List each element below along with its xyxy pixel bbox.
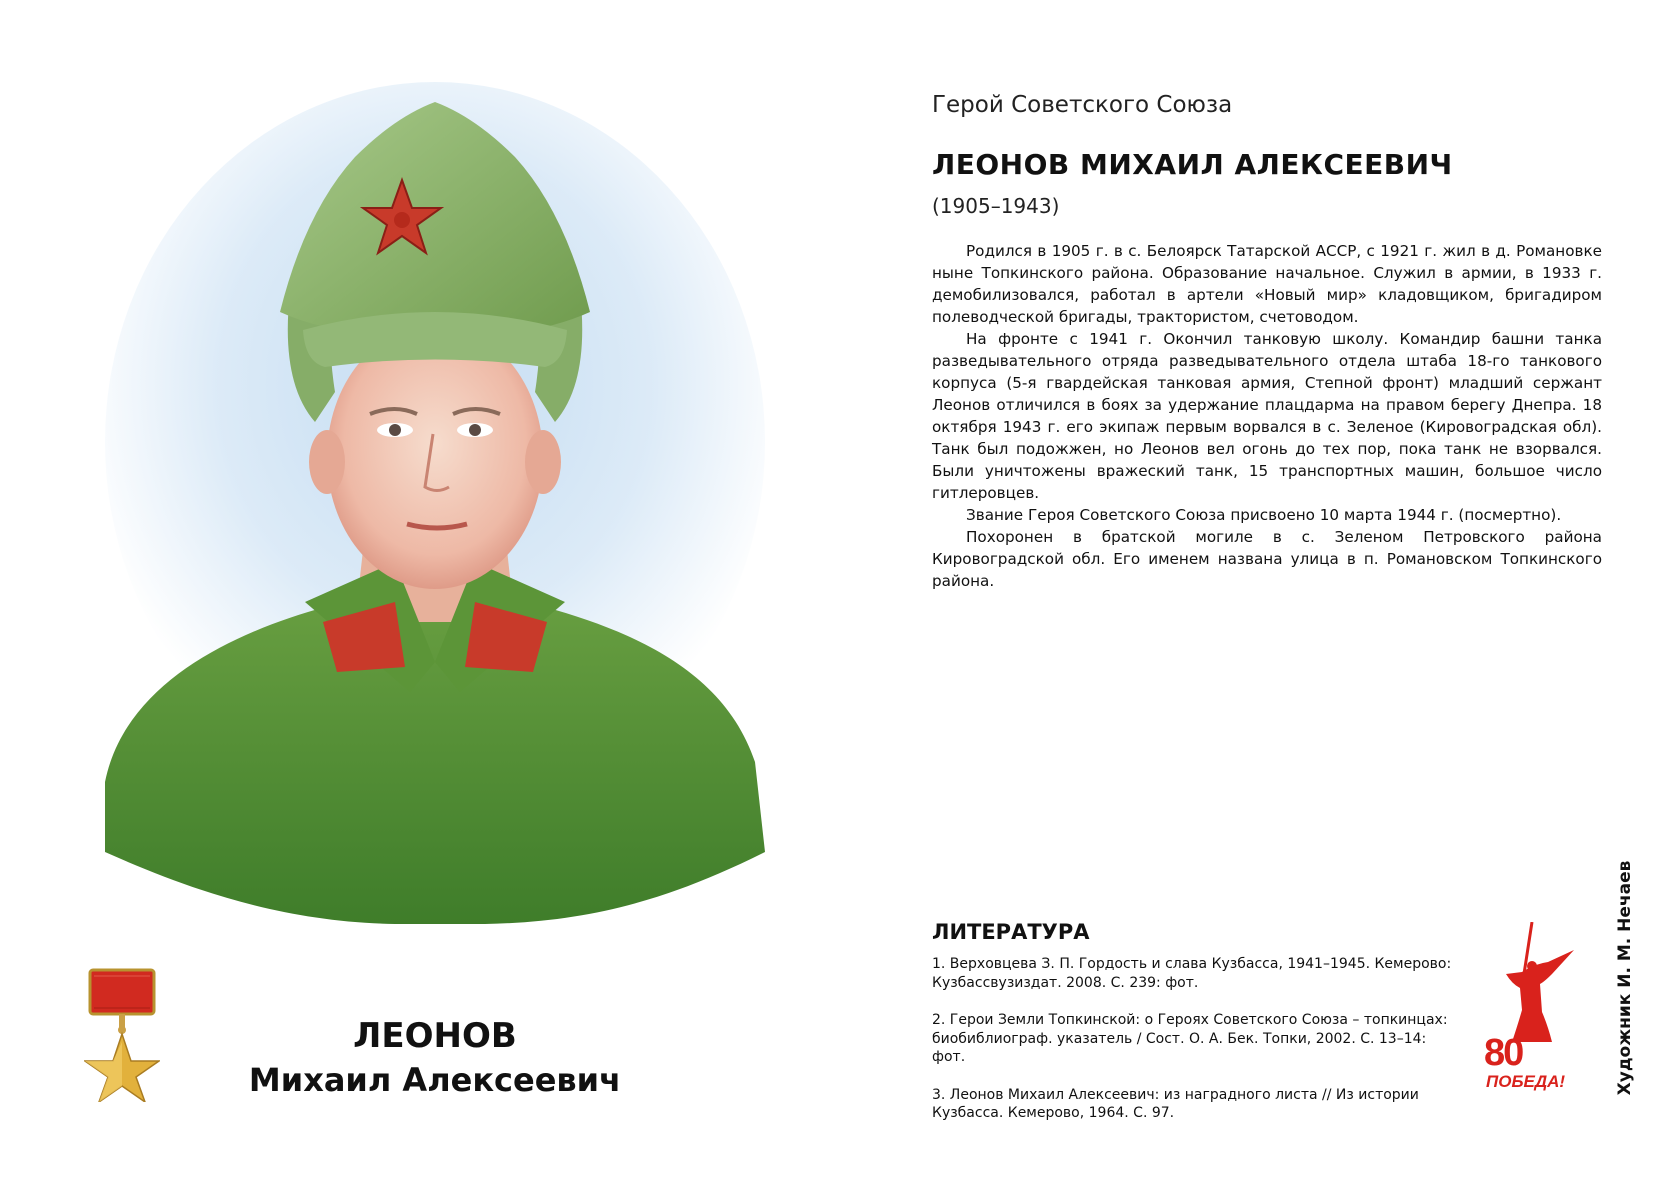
artist-credit bbox=[1615, 860, 1645, 1096]
artist-credit-text: Художник И. М. Нечаев bbox=[1615, 860, 1635, 1096]
logo-word: ПОБЕДА! bbox=[1486, 1072, 1566, 1091]
literature-list bbox=[932, 955, 1452, 1142]
bio-paragraph: Родился в 1905 г. в с. Белоярск Татарской АССР, с 1921 г. жил в д. Романовке ныне Топкинского района. Образование начальное. Служил в армии, в 1933 г. демобилизовался, работал в артели «Новый мир» кладовщиком, бригадиром полеводческой бригады, трактористом, счетоводом. bbox=[932, 242, 1602, 326]
bio-paragraph: Похоронен в братской могиле в с. Зеленом Петровского района Кировоградской обл. Его именем названа улица в п. Романовском Топкинского района. bbox=[932, 528, 1602, 590]
portrait-caption bbox=[200, 1014, 670, 1102]
caption-surname: ЛЕОНОВ bbox=[353, 1016, 517, 1056]
literature-item: 3. Леонов Михаил Алексеевич: из наградного листа // Из истории Кузбасса. Кемерово, 1964. С. 97. bbox=[932, 1086, 1419, 1121]
hero-title: ЛЕОНОВ МИХАИЛ АЛЕКСЕЕВИЧ bbox=[932, 148, 1453, 181]
life-years: (1905–1943) bbox=[932, 194, 1060, 218]
gold-star-medal-icon bbox=[84, 968, 160, 1102]
hero-subtitle: Герой Советского Союза bbox=[932, 92, 1233, 118]
portrait-painting bbox=[65, 62, 805, 962]
bio-paragraph: На фронте с 1941 г. Окончил танковую школу. Командир башни танка разведывательного отряда разведывательного отдела штаба 18-го танкового корпуса (5-я гвардейская танковая армия, Степной фронт) младший сержант Леонов отличился в боях за удержание плацдарма на правом берегу Днепра. 18 октября 1943 г. его экипаж первым ворвался в с. Зеленое (Кировоградская обл). Танк был подожжен, но Леонов вел огонь до тех пор, пока танк не взорвался. Были уничтожены вражеский танк, 15 транспортных машин, большое число гитлеровцев. bbox=[932, 330, 1602, 502]
biography bbox=[932, 240, 1602, 592]
bio-paragraph: Звание Героя Советского Союза присвоено 10 марта 1944 г. (посмертно). bbox=[966, 506, 1562, 524]
soldier-portrait-image bbox=[65, 62, 805, 962]
caption-given-name: Михаил Алексеевич bbox=[248, 1061, 622, 1099]
gold-star-medal bbox=[84, 968, 160, 1102]
literature-item: 2. Герои Земли Топкинской: о Героях Советского Союза – топкинцах: биобиблиограф. указатель / Сост. О. А. Бек. Топки, 2002. С. 13–14: фот. bbox=[932, 1012, 1448, 1065]
victory-80-logo bbox=[1482, 922, 1578, 1102]
logo-number: 80 bbox=[1484, 1032, 1523, 1074]
literature-heading: ЛИТЕРАТУРА bbox=[932, 920, 1090, 944]
literature-item: 1. Верховцева З. П. Гордость и слава Кузбасса, 1941–1945. Кемерово: Кузбассвузиздат. 2008. С. 239: фот. bbox=[932, 956, 1452, 991]
